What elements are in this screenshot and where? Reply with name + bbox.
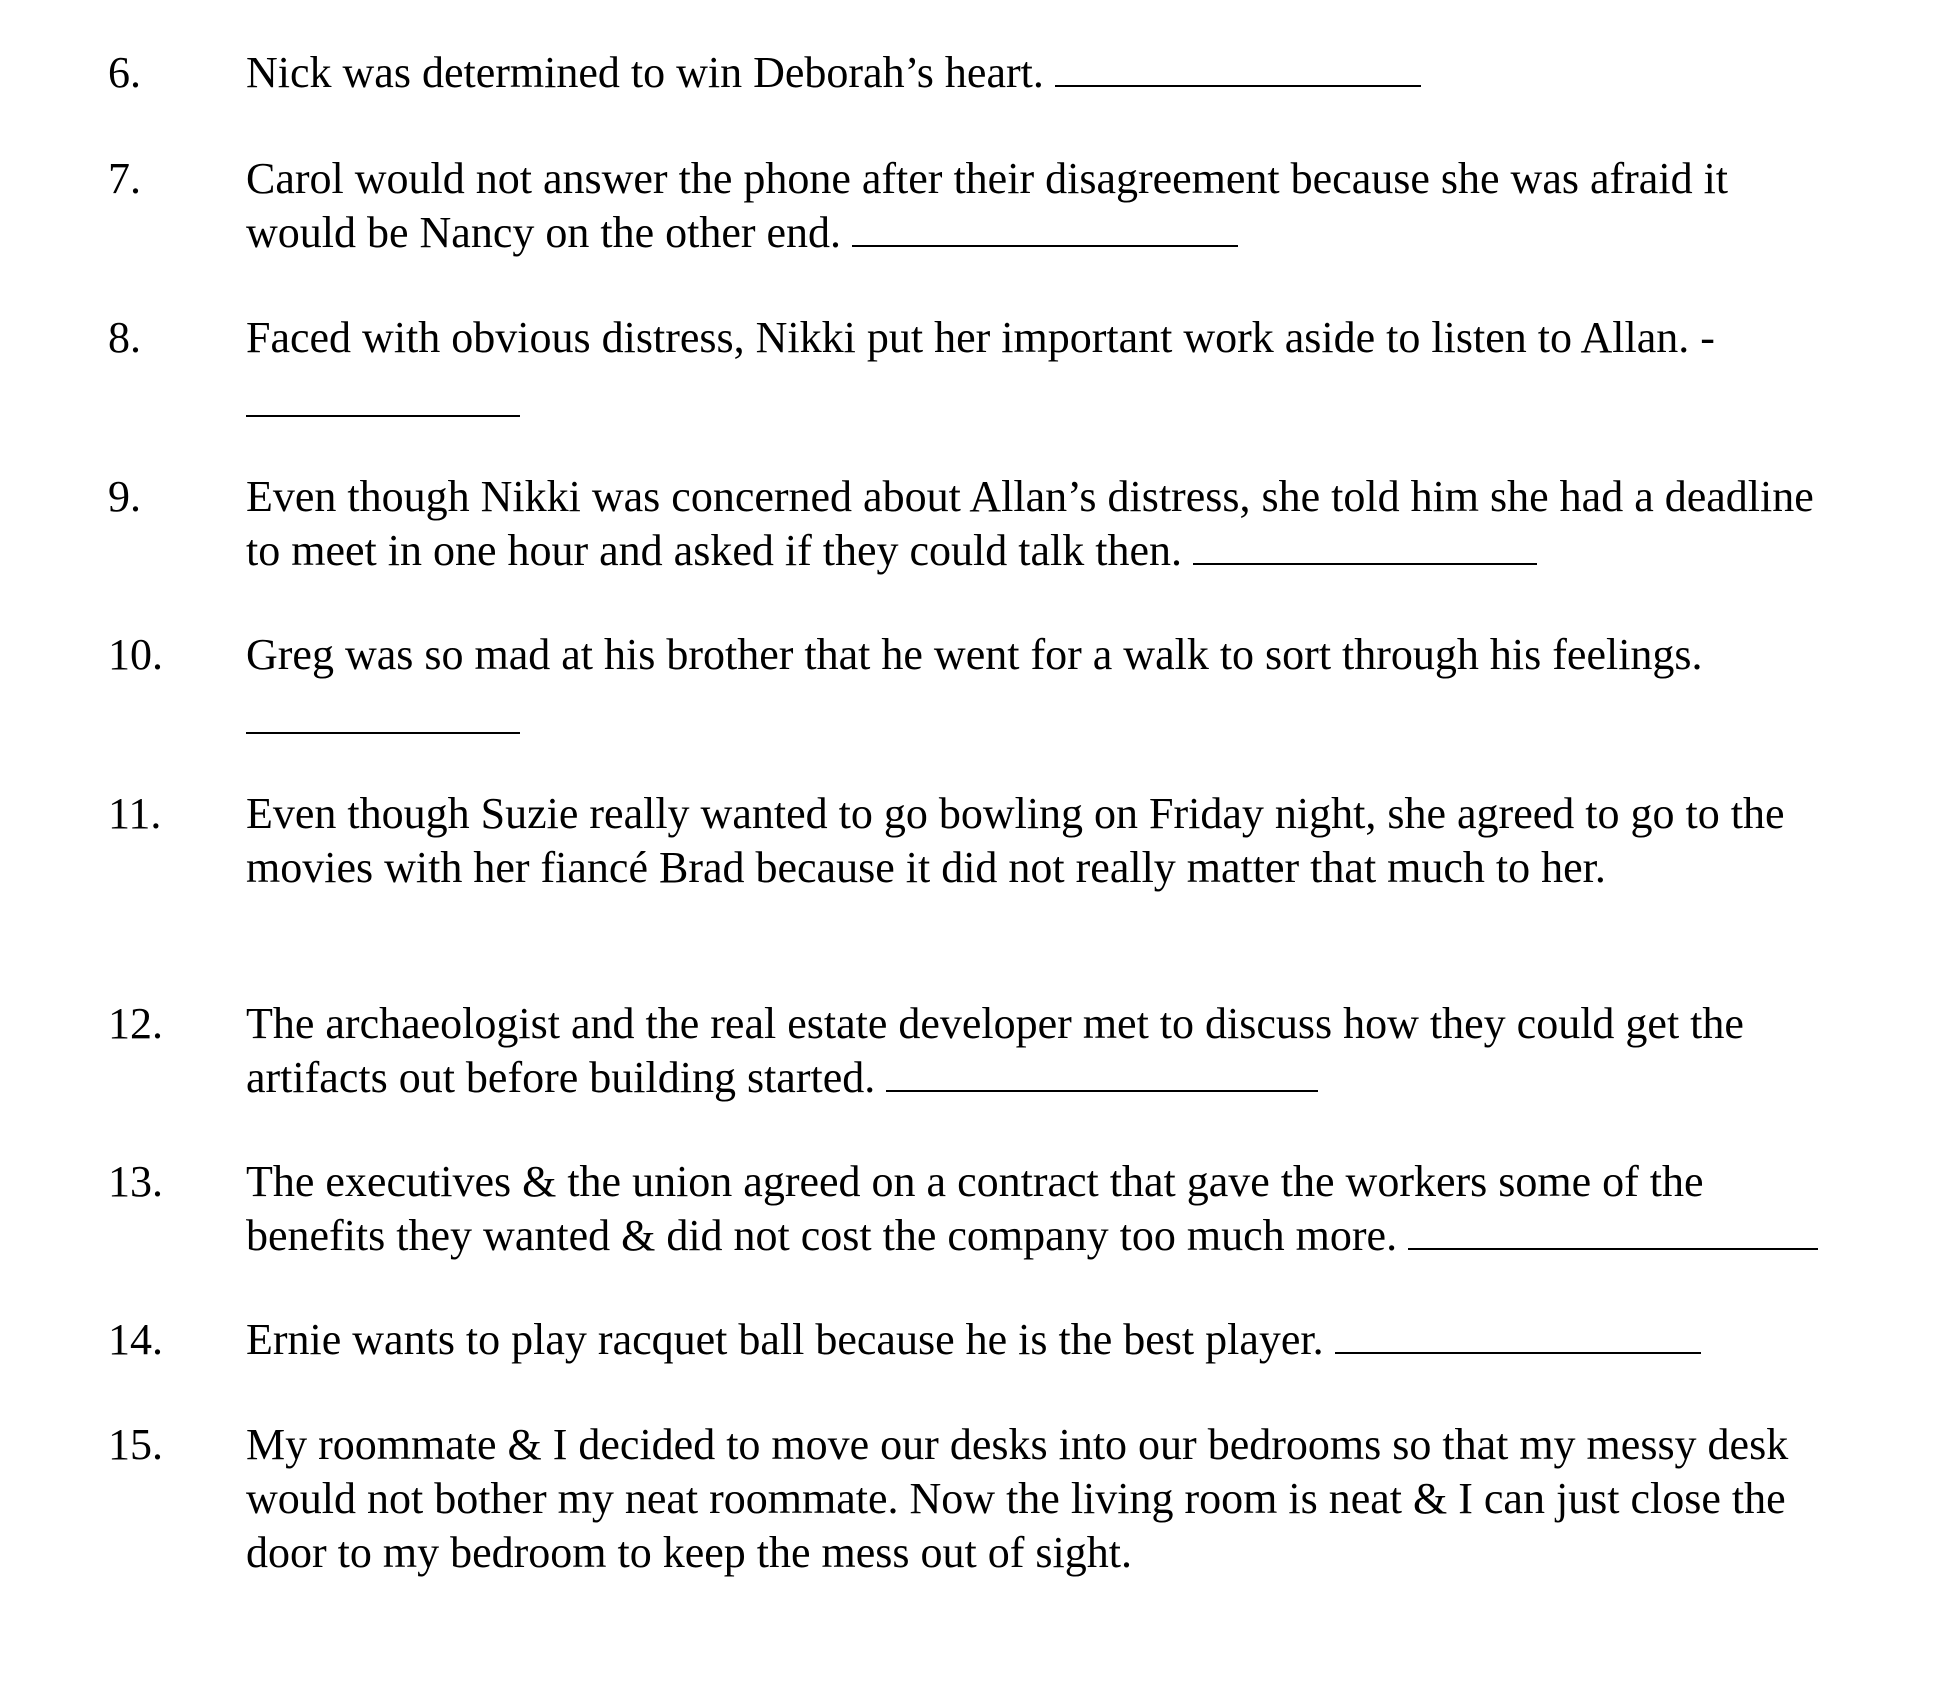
question-line: door to my bedroom to keep the mess out of sight. xyxy=(246,1528,1132,1577)
question-line: The archaeologist and the real estate developer met to discuss how they could get the xyxy=(246,999,1744,1048)
question-number: 14. xyxy=(108,1315,163,1364)
question-text xyxy=(246,1418,1936,1580)
question-line: Carol would not answer the phone after their disagreement because she was afraid it xyxy=(246,154,1729,203)
question-text xyxy=(246,46,1936,100)
question-text xyxy=(246,997,1936,1105)
question-line: benefits they wanted & did not cost the company too much more. xyxy=(246,1209,1936,1263)
answer-blank[interactable] xyxy=(852,245,1238,247)
question-text xyxy=(246,628,1936,734)
question-text xyxy=(246,470,1936,578)
question-number: 15. xyxy=(108,1420,163,1469)
question-number: 11. xyxy=(108,789,162,838)
question-line: Even though Suzie really wanted to go bowling on Friday night, she agreed to go to the xyxy=(246,789,1785,838)
question-text xyxy=(246,787,1936,895)
question-line: My roommate & I decided to move our desks into our bedrooms so that my messy desk xyxy=(246,1420,1789,1469)
question-number: 13. xyxy=(108,1157,163,1206)
question-number: 9. xyxy=(108,472,141,521)
answer-blank[interactable] xyxy=(246,415,520,417)
answer-blank[interactable] xyxy=(246,732,520,734)
question-line: Even though Nikki was concerned about Allan’s distress, she told him she had a deadline xyxy=(246,472,1814,521)
question-line: would be Nancy on the other end. xyxy=(246,206,1936,260)
question-number: 12. xyxy=(108,999,163,1048)
question-line: movies with her fiancé Brad because it did not really matter that much to her. xyxy=(246,843,1606,892)
answer-blank[interactable] xyxy=(1335,1352,1701,1354)
question-text xyxy=(246,1155,1936,1263)
question-line: artifacts out before building started. xyxy=(246,1051,1936,1105)
question-line: Greg was so mad at his brother that he went for a walk to sort through his feelings. xyxy=(246,630,1703,679)
question-line: Ernie wants to play racquet ball because he is the best player. xyxy=(246,1313,1936,1367)
question-text xyxy=(246,1313,1936,1367)
question-number: 10. xyxy=(108,630,163,679)
question-line: to meet in one hour and asked if they could talk then. xyxy=(246,524,1936,578)
question-text xyxy=(246,152,1936,260)
question-line: would not bother my neat roommate. Now the living room is neat & I can just close the xyxy=(246,1474,1786,1523)
question-number: 7. xyxy=(108,154,141,203)
answer-blank[interactable] xyxy=(1408,1248,1818,1250)
answer-blank[interactable] xyxy=(1193,563,1537,565)
question-line: The executives & the union agreed on a contract that gave the workers some of the xyxy=(246,1157,1704,1206)
answer-blank[interactable] xyxy=(886,1090,1318,1092)
question-number: 8. xyxy=(108,313,141,362)
question-number: 6. xyxy=(108,48,141,97)
answer-blank[interactable] xyxy=(1055,85,1421,87)
question-line: Faced with obvious distress, Nikki put her important work aside to listen to Allan. - xyxy=(246,313,1715,362)
question-text xyxy=(246,311,1936,417)
question-line: Nick was determined to win Deborah’s heart. xyxy=(246,46,1936,100)
